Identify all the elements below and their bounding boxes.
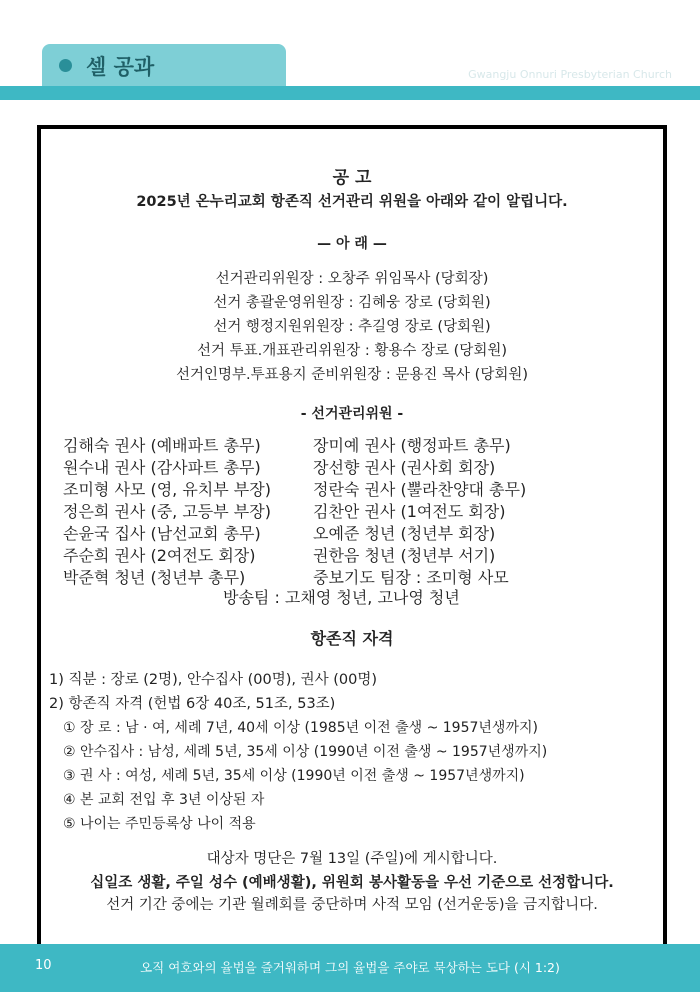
member-left: 김해숙 권사 (예배파트 총무) — [63, 436, 261, 455]
member-left: 원수내 권사 (감사파트 총무) — [63, 458, 261, 477]
closing-line-bold: 십일조 생활, 주일 성수 (예배생활), 위원회 봉사활동을 우선 기준으로 선정합니다. — [90, 875, 614, 891]
below-heading: — 아 래 — — [317, 236, 387, 252]
officer-line: 선거 행정지원위원장 : 추길영 장로 (당회원) — [213, 319, 491, 335]
officer-line: 선거 투표.개표관리위원장 : 황용수 장로 (당회원) — [197, 343, 507, 359]
qualification-sub: ④ 본 교회 전입 후 3년 이상된 자 — [63, 792, 265, 808]
section-tab — [42, 44, 286, 86]
broadcast-team: 방송팀 : 고채영 청년, 고나영 청년 — [223, 588, 460, 607]
member-right: 장선향 권사 (권사회 회장) — [313, 458, 496, 477]
member-left: 정은희 권사 (중, 고등부 부장) — [63, 502, 271, 521]
qualification-heading: 항존직 자격 — [310, 629, 394, 648]
member-right: 중보기도 팀장 : 조미형 사모 — [313, 568, 509, 587]
notice-subtitle: 2025년 온누리교회 항존직 선거관리 위원을 아래와 같이 알립니다. — [136, 194, 568, 210]
footer-verse: 오직 여호와의 율법을 즐거워하며 그의 율법을 주야로 묵상하는 도다 (시 1:2) — [140, 960, 560, 975]
member-right: 김찬안 권사 (1여전도 회장) — [313, 502, 506, 521]
header-bar — [0, 86, 700, 100]
qualification-sub: ② 안수집사 : 남성, 세례 5년, 35세 이상 (1990년 이전 출생 ~ 1957년생까지) — [63, 744, 548, 760]
officer-line: 선거 총괄운영위원장 : 김혜웅 장로 (당회원) — [213, 295, 491, 311]
qualification-item: 1) 직분 : 장로 (2명), 안수집사 (00명), 권사 (00명) — [49, 672, 378, 688]
officer-line: 선거관리위원장 : 오창주 위임목사 (당회장) — [215, 271, 489, 287]
closing-line: 선거 기간 중에는 기관 월례회를 중단하며 사적 모임 (선거운동)을 금지합니다. — [106, 897, 598, 913]
member-left: 손윤국 집사 (남선교회 총무) — [63, 524, 261, 543]
church-name: Gwangju Onnuri Presbyterian Church — [468, 68, 672, 81]
qualification-sub: ③ 권 사 : 여성, 세례 5년, 35세 이상 (1990년 이전 출생 ~ 1957년생까지) — [63, 768, 525, 784]
member-right: 정란숙 권사 (뿔라찬양대 총무) — [313, 480, 527, 499]
closing-line: 대상자 명단은 7월 13일 (주일)에 게시합니다. — [206, 851, 498, 867]
notice-box — [37, 125, 667, 959]
page-number: 10 — [35, 958, 52, 973]
member-right: 오예준 청년 (청년부 회장) — [313, 524, 496, 543]
officer-line: 선거인명부.투표용지 준비위원장 : 문용진 목사 (당회원) — [175, 367, 528, 383]
section-title: 셀 공과 — [86, 55, 155, 79]
member-left: 주순희 권사 (2여전도 회장) — [63, 546, 256, 565]
footer-bar — [0, 944, 700, 992]
member-left: 박준혁 청년 (청년부 총무) — [63, 568, 246, 587]
notice-title: 공 고 — [332, 168, 372, 188]
committee-heading: - 선거관리위원 - — [300, 406, 404, 422]
qualification-sub: ① 장 로 : 남 · 여, 세례 7년, 40세 이상 (1985년 이전 출생 ~ 1957년생까지) — [63, 720, 538, 736]
qualification-sub: ⑤ 나이는 주민등록상 나이 적용 — [63, 816, 256, 832]
qualification-item: 2) 항존직 자격 (헌법 6장 40조, 51조, 53조) — [49, 696, 336, 712]
bullet-dot-icon — [59, 59, 72, 72]
member-left: 조미형 사모 (영, 유치부 부장) — [63, 480, 271, 499]
member-right: 권한음 청년 (청년부 서기) — [313, 546, 496, 565]
member-right: 장미예 권사 (행정파트 총무) — [313, 436, 511, 455]
